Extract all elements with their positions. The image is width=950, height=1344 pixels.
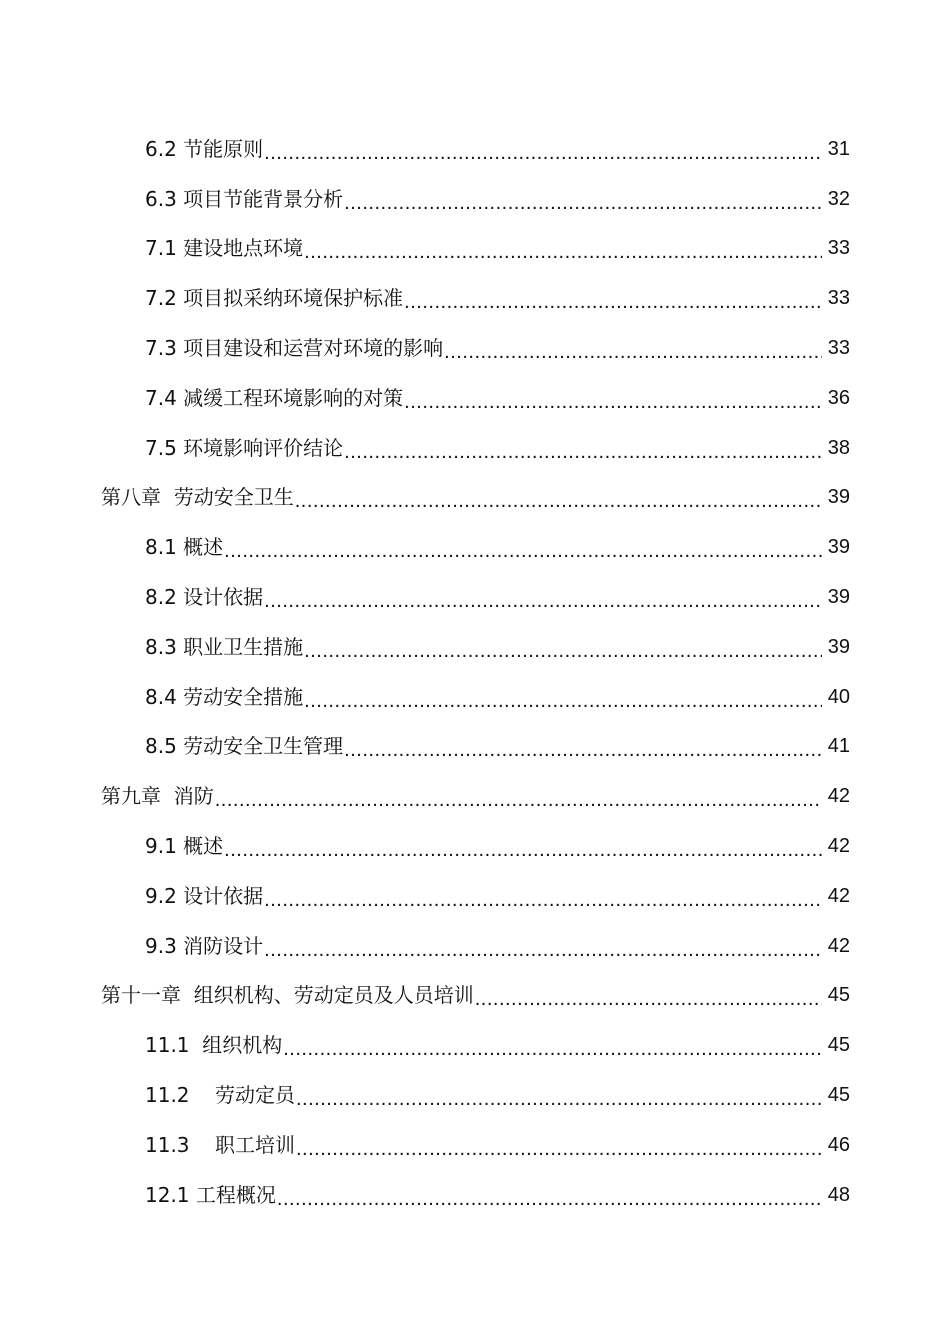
toc-entry-page-number: 46 (827, 1133, 850, 1156)
toc-chapter-label: 第十一章 组织机构、劳动定员及人员培训 (101, 983, 474, 1008)
dot-leader (224, 837, 822, 861)
dot-leader (444, 339, 822, 363)
toc-entry-label: 9.2 设计依据 (145, 883, 264, 908)
toc-entry-label: 11.1 组织机构 (145, 1033, 283, 1058)
toc-entry-11-1[interactable] (0, 1020, 950, 1070)
toc-entry-7-2[interactable] (0, 273, 950, 323)
dot-leader (344, 737, 822, 761)
toc-entry-7-3[interactable] (0, 323, 950, 373)
toc-entry-8-4[interactable] (0, 672, 950, 722)
dot-leader (344, 190, 822, 214)
dot-leader (283, 1036, 822, 1060)
toc-entry-page-number: 31 (827, 137, 850, 160)
toc-entry-page-number: 42 (827, 884, 850, 907)
toc-entry-label: 9.3 消防设计 (145, 933, 264, 958)
toc-entry-page-number: 39 (827, 635, 850, 658)
toc-entry-page-number: 40 (827, 685, 850, 708)
toc-entry-label: 7.4 减缓工程环境影响的对策 (145, 385, 404, 410)
toc-entry-7-4[interactable] (0, 373, 950, 423)
toc-entry-label: 8.2 设计依据 (145, 585, 264, 610)
toc-entry-page-number: 42 (827, 835, 850, 858)
toc-entry-8-3[interactable] (0, 622, 950, 672)
toc-entry-label: 8.4 劳动安全措施 (145, 684, 304, 709)
dot-leader (277, 1186, 822, 1210)
dot-leader (296, 1086, 822, 1110)
toc-entry-7-5[interactable] (0, 423, 950, 473)
dot-leader (344, 439, 822, 463)
toc-entry-11-3[interactable] (0, 1120, 950, 1170)
toc-entry-page-number: 39 (827, 586, 850, 609)
dot-leader (404, 389, 822, 413)
toc-entry-page-number: 39 (827, 536, 850, 559)
toc-entry-page-number: 42 (827, 934, 850, 957)
toc-entry-page-number: 42 (827, 785, 850, 808)
dot-leader (264, 588, 822, 612)
toc-entry-9-1[interactable] (0, 821, 950, 871)
dot-leader (215, 787, 822, 811)
toc-chapter-8[interactable] (0, 473, 950, 523)
dot-leader (295, 488, 822, 512)
toc-entry-label: 9.1 概述 (145, 834, 224, 859)
toc-entry-label: 8.5 劳动安全卫生管理 (145, 734, 344, 759)
toc-entry-label: 12.1 工程概况 (145, 1182, 276, 1207)
toc-entry-page-number: 48 (827, 1183, 850, 1206)
toc-entry-6-2[interactable] (0, 124, 950, 174)
toc-entry-11-2[interactable] (0, 1070, 950, 1120)
toc-chapter-11[interactable] (0, 971, 950, 1021)
dot-leader (264, 887, 822, 911)
dot-leader (224, 538, 822, 562)
toc-entry-label: 6.2 节能原则 (145, 136, 264, 161)
toc-entry-page-number: 45 (827, 1084, 850, 1107)
toc-entry-page-number: 33 (827, 287, 850, 310)
toc-entry-label: 7.1 建设地点环境 (145, 236, 304, 261)
toc-entry-label: 8.1 概述 (145, 535, 224, 560)
toc-entry-8-1[interactable] (0, 522, 950, 572)
dot-leader (296, 1136, 822, 1160)
toc-entry-label: 11.3 职工培训 (145, 1132, 295, 1157)
table-of-contents (0, 124, 950, 1220)
toc-chapter-label: 第八章 劳动安全卫生 (101, 485, 294, 510)
toc-entry-6-3[interactable] (0, 174, 950, 224)
toc-entry-8-5[interactable] (0, 722, 950, 772)
dot-leader (404, 289, 822, 313)
toc-entry-label: 8.3 职业卫生措施 (145, 634, 304, 659)
dot-leader (264, 140, 822, 164)
dot-leader (264, 937, 822, 961)
toc-entry-page-number: 32 (827, 187, 850, 210)
toc-entry-page-number: 45 (827, 984, 850, 1007)
toc-entry-label: 7.2 项目拟采纳环境保护标准 (145, 286, 404, 311)
toc-chapter-9[interactable] (0, 771, 950, 821)
toc-entry-9-2[interactable] (0, 871, 950, 921)
toc-entry-page-number: 41 (827, 735, 850, 758)
toc-entry-label: 7.3 项目建设和运营对环境的影响 (145, 336, 444, 361)
dot-leader (475, 986, 822, 1010)
toc-entry-12-1[interactable] (0, 1170, 950, 1220)
toc-chapter-label: 第九章 消防 (101, 784, 214, 809)
toc-entry-label: 11.2 劳动定员 (145, 1083, 295, 1108)
dot-leader (304, 688, 822, 712)
dot-leader (304, 638, 822, 662)
toc-entry-page-number: 38 (827, 436, 850, 459)
toc-entry-page-number: 45 (827, 1034, 850, 1057)
toc-entry-page-number: 39 (827, 486, 850, 509)
toc-entry-page-number: 33 (827, 337, 850, 360)
toc-entry-8-2[interactable] (0, 572, 950, 622)
toc-entry-9-3[interactable] (0, 921, 950, 971)
toc-entry-label: 7.5 环境影响评价结论 (145, 435, 344, 460)
toc-entry-7-1[interactable] (0, 224, 950, 274)
toc-entry-page-number: 36 (827, 386, 850, 409)
dot-leader (304, 239, 822, 263)
toc-entry-page-number: 33 (827, 237, 850, 260)
toc-entry-label: 6.3 项目节能背景分析 (145, 186, 344, 211)
